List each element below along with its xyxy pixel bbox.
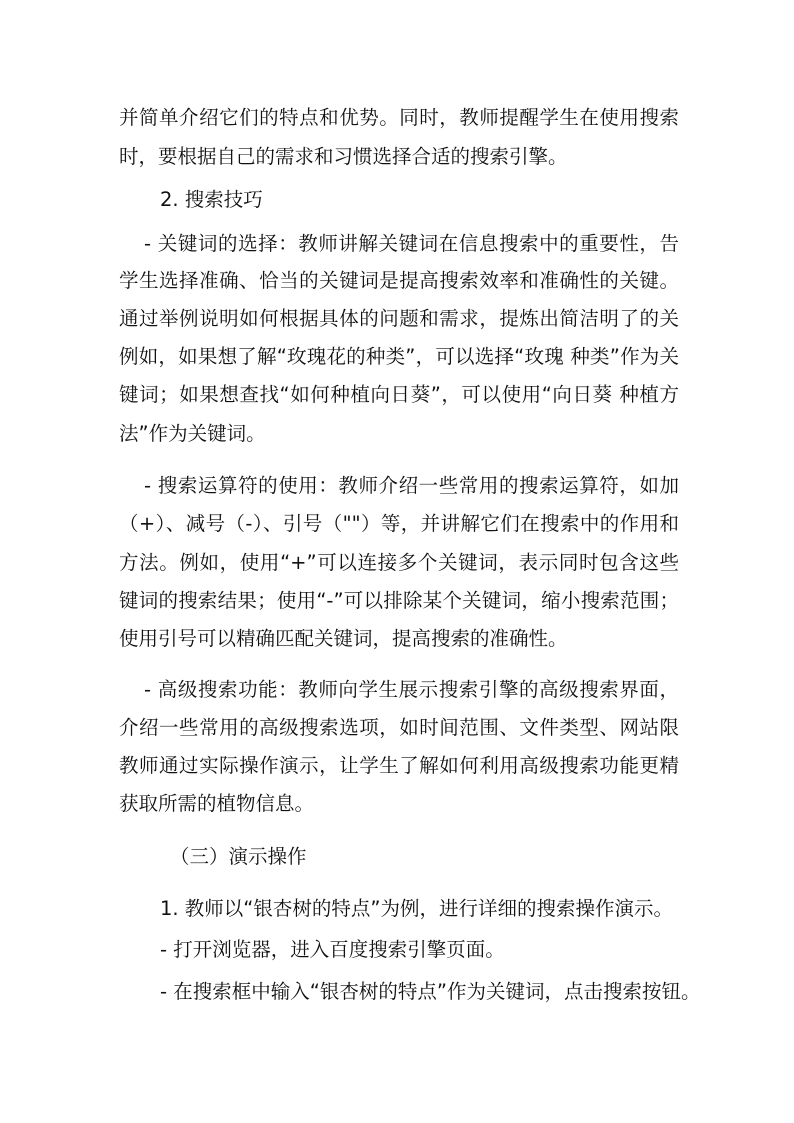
paragraph-line: - 关键词的选择：教师讲解关键词在信息搜索中的重要性，告 [144,232,679,255]
paragraph-line: - 高级搜索功能：教师向学生展示搜索引擎的高级搜索界面， [144,678,679,701]
paragraph-line: 并简单介绍它们的特点和优势。同时，教师提醒学生在使用搜索 [119,106,679,129]
paragraph-line: 法”作为关键词。 [119,422,266,445]
paragraph-line: 键词；如果想查找“如何种植向日葵”，可以使用“向日葵 种植方 [119,383,679,406]
section-heading: 2. 搜索技巧 [160,188,263,211]
paragraph-line: 例如，如果想了解“玫瑰花的种类”，可以选择“玫瑰 种类”作为关 [119,345,679,368]
paragraph-line: 学生选择准确、恰当的关键词是提高搜索效率和准确性的关键。 [119,269,679,292]
section-heading: （三）演示操作 [170,845,307,868]
paragraph-line: 介绍一些常用的高级搜索选项，如时间范围、文件类型、网站限 [119,716,679,739]
paragraph-line: 时，要根据自己的需求和习惯选择合适的搜索引擎。 [119,145,568,168]
paragraph-line: 使用引号可以精确匹配关键词，提高搜索的准确性。 [119,627,568,650]
paragraph-line: - 打开浏览器，进入百度搜索引擎页面。 [160,938,505,961]
paragraph-line: 键词的搜索结果；使用“-”可以排除某个关键词，缩小搜索范围； [119,589,679,612]
paragraph-line: - 搜索运算符的使用：教师介绍一些常用的搜索运算符，如加 [144,474,679,497]
paragraph-line: 通过举例说明如何根据具体的问题和需求，提炼出简洁明了的关 [119,307,679,330]
paragraph-line: （+）、减号（-）、引号（""）等，并讲解它们在搜索中的作用和 [119,512,679,535]
paragraph-line: 1. 教师以“银杏树的特点”为例，进行详细的搜索操作演示。 [160,897,674,920]
paragraph-line: - 在搜索框中输入“银杏树的特点”作为关键词，点击搜索按钮。 [160,980,701,1003]
paragraph-line: 获取所需的植物信息。 [119,792,315,815]
paragraph-line: 方法。例如，使用“+”可以连接多个关键词，表示同时包含这些 [119,551,679,574]
paragraph-line: 教师通过实际操作演示，让学生了解如何利用高级搜索功能更精 [119,754,679,777]
